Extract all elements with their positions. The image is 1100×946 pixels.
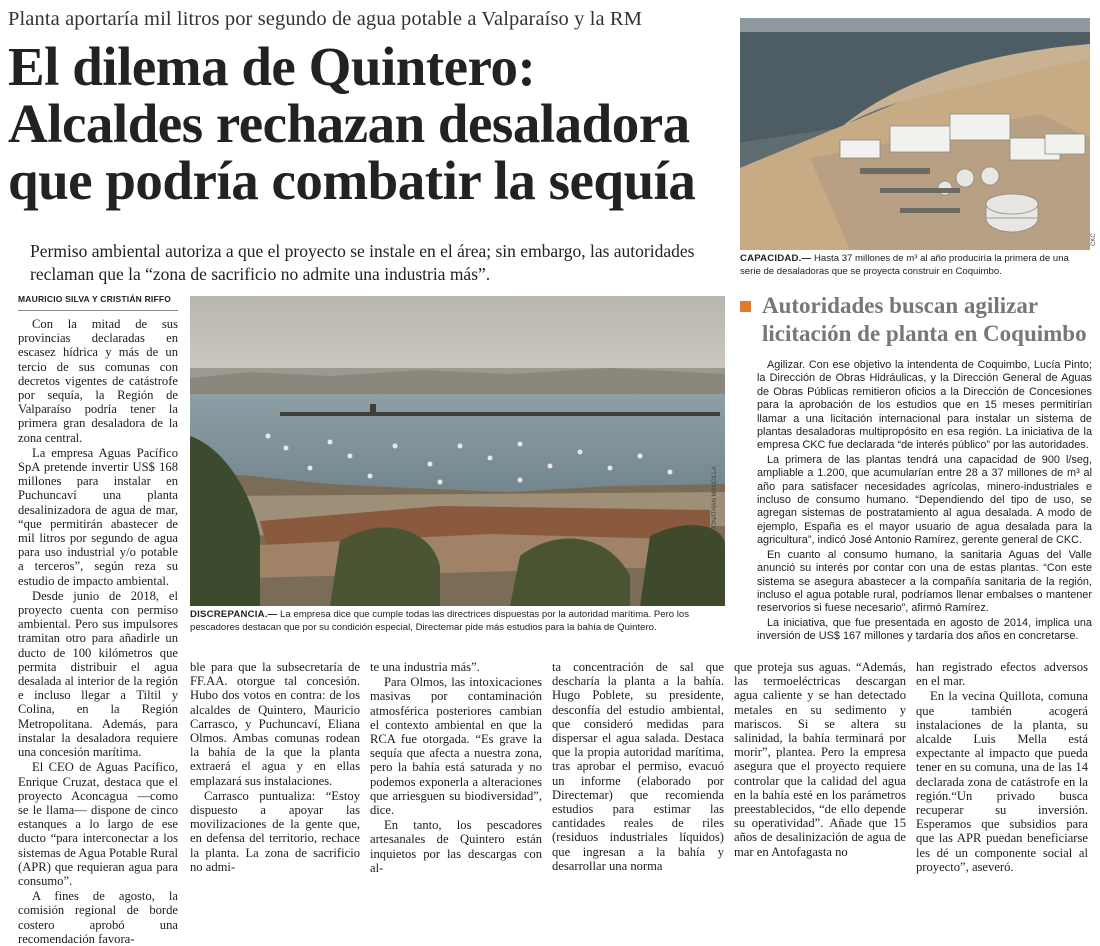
headline	[8, 38, 733, 209]
caption-top-photo	[740, 253, 1092, 278]
paragraph: Desde junio de 2018, el proyecto cuenta con permiso ambiental. Pero sus impulsores tramitan otro para añadirle un ducto de 100 kilómetros que permita distribuir el agua desalada al interior de la región e incluso llegar a Tiltil y Colina, en la Región Metropolitana. Además, para instalar la desaladora requiere una concesión marítima.	[18, 588, 178, 760]
paragraph: Carrasco puntualiza: “Estoy dispuesto a apoyar las movilizaciones de la gente que, en defensa del territorio, rechace la planta. La zona de sacrificio no admi-	[190, 788, 360, 874]
paragraph: te una industria más”.	[370, 660, 480, 674]
photo-credit: CKC	[1091, 233, 1097, 246]
body-column-1	[18, 317, 178, 946]
photo-desalination-plant	[740, 18, 1090, 250]
orange-square-icon	[740, 301, 751, 312]
paragraph: han registrado efectos adversos en el mar.	[916, 660, 1088, 689]
headline-line-3: que podría combatir la sequía	[8, 150, 696, 211]
deck: Permiso ambiental autoriza a que el proyecto se instale en el área; sin embargo, las autoridades reclaman que la “zona de sacrificio no admite una industria más”.	[30, 241, 695, 284]
sidebar-paragraph: La iniciativa, que fue presentada en agosto de 2014, implica una inversión de US$ 167 millones y tardaría dos años en concretarse.	[757, 616, 1092, 643]
byline: MAURICIO SILVA Y CRISTIÁN RIFFO	[18, 294, 172, 304]
paragraph: El CEO de Aguas Pacífico, Enrique Cruzat, destaca que el proyecto Aconcagua —como se le llama— dispone de cinco estanques a lo largo de ese ducto “para interconectar a los sistemas de Agua Potable Rural (APR) que requieran agua para consumo”.	[18, 760, 178, 888]
plant-photo-illustration	[740, 18, 1090, 250]
body-column-4	[552, 660, 724, 873]
photo-quintero-bay	[190, 296, 725, 606]
body-column-6	[916, 660, 1088, 874]
body-column-5	[734, 660, 906, 859]
sidebar-paragraph: En cuanto al consumo humano, la sanitaria Aguas del Valle anunció su interés por contar con una de estas plantas. “Con este sistema se asegura abastecer a la compañía sanitaria de la región, incluso el agua potable rural, podríamos llenar embalses o mantener reservorios si fuese necesario”, afirmó Ramírez.	[757, 548, 1092, 615]
sidebar-headline: Autoridades buscan agilizar licitación de planta en Coquimbo	[762, 293, 1087, 346]
kicker: Planta aportaría mil litros por segundo de agua potable a Valparaíso y la RM	[8, 8, 643, 30]
caption-text: La empresa dice que cumple todas las directrices dispuestas por la autoridad marítima. Pero los pescadores destacan que por su condición especial, Directemar pide más estudios para la bahía de Quintero.	[190, 609, 690, 633]
photo-credit: JONATHAN MANCILLA	[712, 466, 718, 530]
sidebar-paragraph: La primera de las plantas tendrá una capacidad de 900 l/seg, ampliable a 1.200, que acumularían entre 28 a 37 millones de m³ al año para satisfacer necesidades agrícolas, minero-industriales e incluso de consumo humano. “Dependiendo del tipo de uso, se agregan sistemas de postratamiento al agua desalada. A modo de ejemplo, España es el mayor usuario de agua desalada para la agricultura”, indicó José Antonio Ramírez, gerente general de CKC.	[757, 453, 1092, 547]
byline-rule	[18, 310, 178, 311]
caption-main-photo	[190, 609, 725, 634]
paragraph: que proteja sus aguas. “Además, las termoeléctricas descargan agua caliente y se han detectado metales en su sedimento y mariscos. Si se altera su salinidad, la bahía terminará por morir”, plantea. Pero la empresa asegura que el proyecto requiere controlar que la calidad del agua en la bahía esté en los parámetros preestablecidos, “de ello depende su operatividad”. Añade que 15 años de desalinización de agua de mar en Antofagasta no	[734, 660, 906, 859]
paragraph: En tanto, los pescadores artesanales de Quintero están inquietos por las descargas con al-	[370, 818, 542, 875]
headline-line-2: Alcaldes rechazan desaladora	[8, 93, 690, 154]
sidebar-paragraph: Agilizar. Con ese objetivo la intendenta de Coquimbo, Lucía Pinto; la Dirección de Obras Hidráulicas, y la Dirección General de Aguas de Obras Públicas remitieron oficios a la Dirección de Concesiones para la aprobación de los estudios que en 15 meses permitirían llamar a una licitación internacional para instalar un sistema de plantas desaladoras multipropósito en esa región. La iniciativa de la empresa CKC fue declarada “de interés público” por las autoridades.	[757, 359, 1092, 452]
caption-label: CAPACIDAD.—	[740, 253, 812, 264]
paragraph: ta concentración de sal que descharía la planta a la bahía. Hugo Poblete, su presidente, desconfía del estudio ambiental, que consideró medidas para dispersar el agua salada. Destaca que la propia autoridad marítima, tras aprobar el permiso, evacuó un informe (elaborado por Directemar) que recomienda estudios para estimar las cantidades reales de riles (residuos industriales líquidos) que ingresan a la bahía y desarrollar una norma	[552, 660, 724, 873]
bay-photo-illustration	[190, 296, 725, 606]
caption-label: DISCREPANCIA.—	[190, 609, 278, 620]
paragraph: ble para que la subsecretaría de FF.AA. otorgue tal concesión. Hubo dos votos en contra: de los alcaldes de Quintero, Mauricio Carrasco, y Puchuncaví, Eliana Olmos. Ambas comunas rodean la bahía de la que la planta extraerá el agua y en ellas emplazará sus instalaciones.	[190, 660, 360, 788]
body-column-3	[370, 660, 542, 875]
caption-text: Hasta 37 millones de m³ al año produciría la primera de una serie de desaladoras que se proyecta construir en Coquimbo.	[740, 253, 1069, 277]
headline-line-1: El dilema de Quintero:	[8, 36, 536, 97]
paragraph: La empresa Aguas Pacífico SpA pretende invertir US$ 168 millones para instalar en Puchuncaví una planta desalinizadora de agua de mar, “que permitirán abastecer de mil litros por segundo de agua para uso industrial y/o potable a terceros”, según reza su estudio de impacto ambiental.	[18, 445, 178, 588]
paragraph: Para Olmos, las intoxicaciones masivas por contaminación atmosférica posteriores cambian el contexto ambiental en que la RCA fue otorgada. “Es grave la sequía que afecta a nuestra zona, pero la bahía está saturada y no podemos exponerla a alteraciones que arriesguen su biodiversidad”, dice.	[370, 675, 542, 818]
body-column-2	[190, 660, 360, 874]
sidebar-body	[757, 359, 1092, 645]
paragraph: A fines de agosto, la comisión regional de borde costero aprobó una recomendación favora-	[18, 889, 178, 946]
paragraph: Con la mitad de sus provincias declaradas en escasez hídrica y más de un tercio de sus comunas con decretos vigentes de catástrofe por sequía, la Región de Valparaíso podría tener la primera gran desaladora de la zona central.	[18, 317, 178, 445]
paragraph: En la vecina Quillota, comuna que también acogerá instalaciones de la planta, su alcalde Luis Mella está expectante al impacto que pueda tener en su comuna, una de las 14 declarada zona de catástrofe en la región.“Un privado busca recuperar su inversión. Esperamos que subsidios para que las APR puedan beneficiarse les dé un componente social al proyecto”, aseveró.	[916, 689, 1088, 874]
